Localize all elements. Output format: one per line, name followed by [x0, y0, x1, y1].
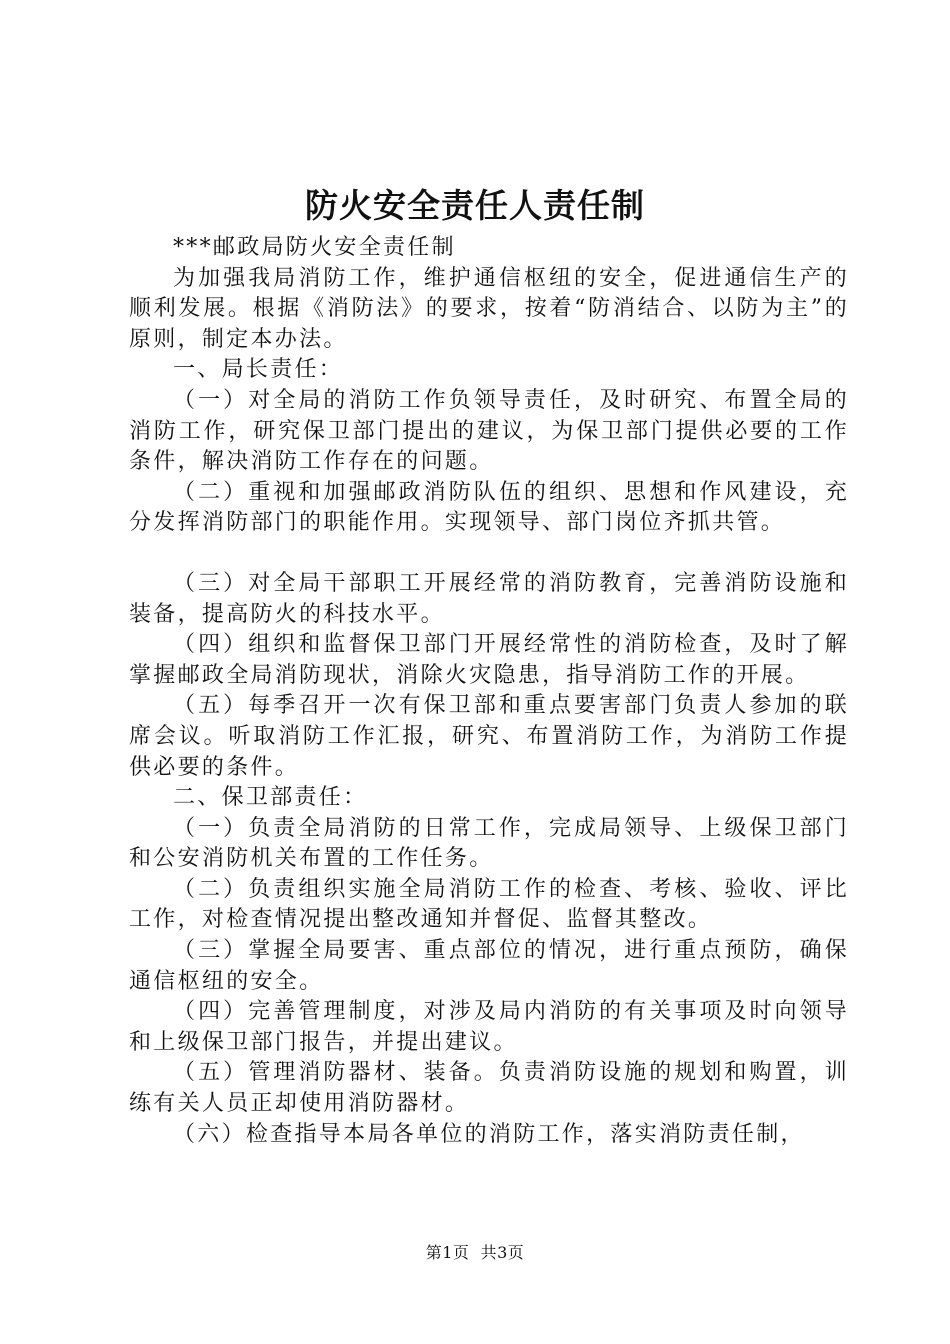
paragraph-security-1: （一）负责全局消防的日常工作，完成局领导、上级保卫部门和公安消防机关布置的工作任务。	[129, 815, 849, 872]
paragraph-security-4: （四）完善管理制度，对涉及局内消防的有关事项及时向领导和上级保卫部门报告，并提出建议。	[129, 999, 849, 1055]
paragraph-director-3: （三）对全局干部职工开展经常的消防教育，完善消防设施和装备，提高防火的科技水平。	[129, 570, 849, 627]
paragraph-security-2: （二）负责组织实施全局消防工作的检查、考核、验收、评比工作，对检查情况提出整改通知并督促、监督其整改。	[129, 876, 849, 933]
document-title: 防火安全责任人责任制	[305, 186, 645, 225]
paragraph-director-2: （二）重视和加强邮政消防队伍的组织、思想和作风建设，充分发挥消防部门的职能作用。实现领导、部门岗位齐抓共管。	[129, 479, 849, 536]
document-body	[129, 233, 849, 1150]
section-heading-director: 一、局长责任：	[173, 357, 344, 383]
page-number: 第1页	[425, 1243, 470, 1262]
paragraph-director-5: （五）每季召开一次有保卫部和重点要害部门负责人参加的联席会议。听取消防工作汇报，研究、布置消防工作，为消防工作提供必要的条件。	[129, 693, 849, 780]
paragraph-security-3: （三）掌握全局要害、重点部位的情况，进行重点预防，确保通信枢纽的安全。	[129, 938, 849, 994]
paragraph-director-1: （一）对全局的消防工作负领导责任，及时研究、布置全局的消防工作，研究保卫部门提出的建议，为保卫部门提供必要的工作条件，解决消防工作存在的问题。	[129, 387, 849, 475]
paragraph-subtitle: ***邮政局防火安全责任制	[173, 235, 456, 260]
paragraph-security-6: （六）检查指导本局各单位的消防工作，落实消防责任制，	[173, 1121, 805, 1147]
page-total: 共3页	[480, 1243, 525, 1262]
paragraph-director-4: （四）组织和监督保卫部门开展经常性的消防检查，及时了解掌握邮政全局消防现状，消除火灾隐患，指导消防工作的开展。	[129, 632, 849, 688]
paragraph-security-5: （五）管理消防器材、装备。负责消防设施的规划和购置，训练有关人员正却使用消防器材。	[129, 1060, 849, 1117]
section-heading-security: 二、保卫部责任：	[173, 785, 368, 811]
paragraph-intro: 为加强我局消防工作，维护通信枢纽的安全，促进通信生产的顺利发展。根据《消防法》的要求，按着“防消结合、以防为主”的原则，制定本办法。	[129, 265, 849, 352]
page-footer	[0, 1241, 950, 1265]
